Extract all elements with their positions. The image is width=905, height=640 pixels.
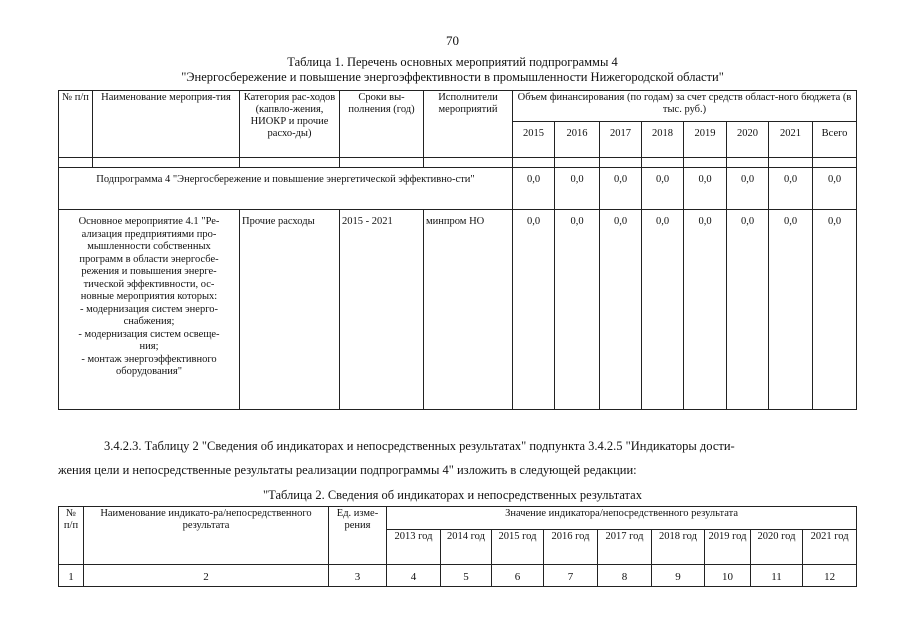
t1-header-name: Наименование мероприя-тия bbox=[93, 91, 240, 158]
t2-col-number: 9 bbox=[652, 565, 705, 587]
table1-title-line2: "Энергосбережение и повышение энергоэффективности в промышленности Нижегородской области" bbox=[181, 70, 724, 84]
t1-subprogram-value: 0,0 bbox=[684, 168, 727, 210]
t1-subprogram-value: 0,0 bbox=[642, 168, 684, 210]
t2-year: 2013 год bbox=[387, 530, 441, 565]
t1-year: 2017 bbox=[600, 122, 642, 158]
t2-year: 2016 год bbox=[544, 530, 598, 565]
t1-measure-name-line: - модернизация систем энерго- bbox=[80, 303, 218, 315]
t2-col-number: 3 bbox=[329, 565, 387, 587]
t2-year: 2018 год bbox=[652, 530, 705, 565]
t1-year: 2016 bbox=[555, 122, 600, 158]
t1-header-terms: Сроки вы-полнения (год) bbox=[340, 91, 424, 158]
t1-measure-name bbox=[59, 210, 240, 410]
t2-header-name: Наименование индикато-ра/непосредственного результата bbox=[84, 507, 329, 565]
page-number: 70 bbox=[446, 33, 459, 48]
t1-measure-value: 0,0 bbox=[555, 210, 600, 410]
t1-measure-name-line: ния; bbox=[139, 341, 159, 352]
t2-col-number: 5 bbox=[441, 565, 492, 587]
t2-header-value: Значение индикатора/непосредственного результата bbox=[387, 507, 857, 530]
t1-measure-terms: 2015 - 2021 bbox=[340, 210, 424, 410]
table2 bbox=[58, 506, 857, 587]
t2-year: 2015 год bbox=[492, 530, 544, 565]
t1-measure-executor: минпром НО bbox=[424, 210, 513, 410]
t1-measure-name-line: Основное мероприятие 4.1 "Ре- bbox=[78, 216, 220, 227]
t1-year: 2019 bbox=[684, 122, 727, 158]
t2-col-number: 7 bbox=[544, 565, 598, 587]
t1-header-financing: Объем финансирования (по годам) за счет средств област-ного бюджета (в тыс. руб.) bbox=[513, 91, 857, 122]
t2-col-number: 11 bbox=[751, 565, 803, 587]
t1-measure-name-line: ализация предприятиями про- bbox=[81, 228, 217, 240]
table2-title: "Таблица 2. Сведения об индикаторах и непосредственных результатах bbox=[263, 488, 642, 502]
amendment-line1: 3.4.2.3. Таблицу 2 "Сведения об индикаторах и непосредственных результатах" подпункта 3.4.2.5 "Индикаторы дости- bbox=[104, 439, 735, 453]
t1-measure-name-line: режения и повышения энерге- bbox=[81, 266, 217, 277]
t2-col-number: 10 bbox=[705, 565, 751, 587]
t1-year: 2018 bbox=[642, 122, 684, 158]
t1-year-total: Всего bbox=[813, 122, 857, 158]
t1-measure-name-line: снабжения; bbox=[123, 316, 175, 327]
amendment-paragraph bbox=[58, 434, 858, 482]
t2-year: 2019 год bbox=[705, 530, 751, 565]
t1-measure-value: 0,0 bbox=[769, 210, 813, 410]
t1-year: 2015 bbox=[513, 122, 555, 158]
t2-col-number: 4 bbox=[387, 565, 441, 587]
t1-measure-value: 0,0 bbox=[727, 210, 769, 410]
t1-measure-value: 0,0 bbox=[600, 210, 642, 410]
t1-subprogram-value: 0,0 bbox=[769, 168, 813, 210]
table1-title bbox=[0, 55, 905, 85]
t2-header-unit: Ед. изме-рения bbox=[329, 507, 387, 565]
t1-header-executors: Исполнители мероприятий bbox=[424, 91, 513, 158]
t1-year: 2021 bbox=[769, 122, 813, 158]
t1-measure-name-line: программ в области энергосбе- bbox=[79, 253, 219, 265]
t1-header-num: № п/п bbox=[59, 91, 93, 158]
table1 bbox=[58, 90, 857, 410]
t1-measure-value: 0,0 bbox=[642, 210, 684, 410]
t1-year: 2020 bbox=[727, 122, 769, 158]
amendment-line2: жения цели и непосредственные результаты реализации подпрограммы 4" изложить в следующей редакции: bbox=[58, 463, 637, 477]
t1-measure-name-line: тической эффективности, ос- bbox=[83, 278, 215, 290]
t1-measure-value: 0,0 bbox=[813, 210, 857, 410]
t1-measure-name-line: мышленности собственных bbox=[87, 241, 211, 252]
t1-subprogram-label: Подпрограмма 4 "Энергосбережение и повышение энергетической эффективно-сти" bbox=[59, 168, 513, 210]
t1-measure-name-line: оборудования" bbox=[116, 366, 182, 377]
t1-subprogram-value: 0,0 bbox=[727, 168, 769, 210]
t2-year: 2021 год bbox=[803, 530, 857, 565]
t2-year: 2020 год bbox=[751, 530, 803, 565]
t1-measure-category: Прочие расходы bbox=[240, 210, 340, 410]
t2-col-number: 8 bbox=[598, 565, 652, 587]
t1-measure-value: 0,0 bbox=[684, 210, 727, 410]
t2-year: 2017 год bbox=[598, 530, 652, 565]
t1-header-category: Категория рас-ходов (капвло-жения, НИОКР и прочие расхо-ды) bbox=[240, 91, 340, 158]
t1-measure-value: 0,0 bbox=[513, 210, 555, 410]
t1-subprogram-value: 0,0 bbox=[600, 168, 642, 210]
t2-col-number: 1 bbox=[59, 565, 84, 587]
table1-title-line1: Таблица 1. Перечень основных мероприятий подпрограммы 4 bbox=[287, 55, 618, 69]
t1-subprogram-value: 0,0 bbox=[513, 168, 555, 210]
t2-col-number: 6 bbox=[492, 565, 544, 587]
t1-measure-name-line: новные мероприятия которых: bbox=[80, 291, 218, 302]
t1-measure-name-line: - модернизация систем освеще- bbox=[78, 328, 220, 340]
t2-col-number: 2 bbox=[84, 565, 329, 587]
t2-col-number: 12 bbox=[803, 565, 857, 587]
t2-year: 2014 год bbox=[441, 530, 492, 565]
t1-measure-name-line: - монтаж энергоэффективного bbox=[81, 353, 217, 365]
t2-header-num: № п/п bbox=[59, 507, 84, 565]
t1-subprogram-value: 0,0 bbox=[555, 168, 600, 210]
t1-subprogram-value: 0,0 bbox=[813, 168, 857, 210]
